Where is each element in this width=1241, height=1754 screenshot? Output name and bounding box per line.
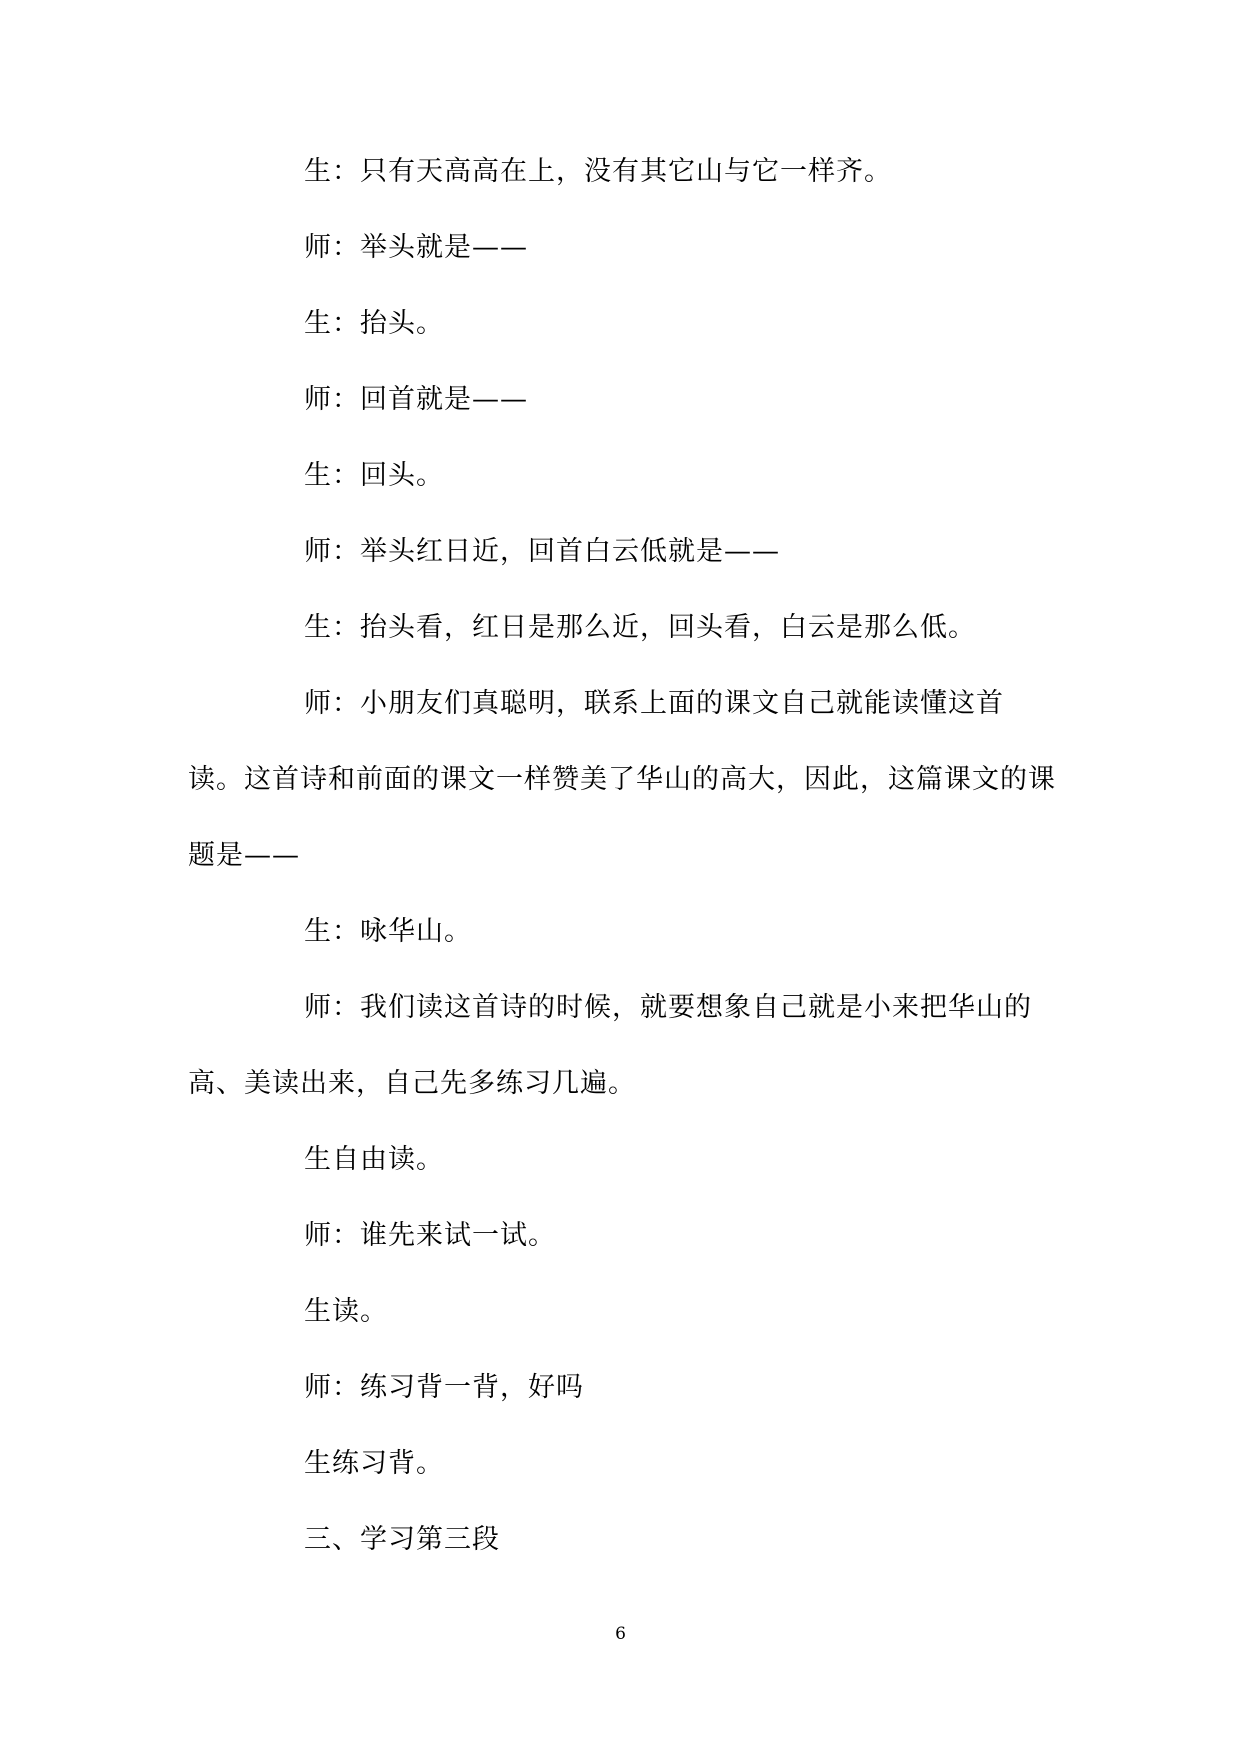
paragraph: 生读。 [304, 1296, 388, 1327]
paragraph: 师：小朋友们真聪明，联系上面的课文自己就能读懂这首读。这首诗和前面的课文一样赞美了华山的高大，因此，这篇课文的课题是—— [188, 688, 1056, 871]
paragraph: 生：抬头。 [304, 308, 444, 339]
paragraph: 生：只有天高高在上，没有其它山与它一样齐。 [304, 156, 892, 187]
paragraph: 师：回首就是—— [304, 384, 528, 415]
paragraph: 生：抬头看，红日是那么近，回头看，白云是那么低。 [304, 612, 976, 643]
section-heading: 三、学习第三段 [304, 1524, 500, 1555]
paragraph: 生练习背。 [304, 1448, 444, 1479]
paragraph: 生自由读。 [304, 1144, 444, 1175]
paragraph: 师：练习背一背，好吗 [304, 1372, 584, 1403]
paragraph: 生：咏华山。 [304, 916, 472, 947]
paragraph: 师：举头就是—— [304, 232, 528, 263]
page-number: 6 [615, 1624, 626, 1644]
paragraph: 师：我们读这首诗的时候，就要想象自己就是小来把华山的高、美读出来，自己先多练习几遍。 [188, 992, 1032, 1099]
paragraph: 师：谁先来试一试。 [304, 1220, 556, 1251]
paragraph: 师：举头红日近，回首白云低就是—— [304, 536, 780, 567]
paragraph: 生：回头。 [304, 460, 444, 491]
